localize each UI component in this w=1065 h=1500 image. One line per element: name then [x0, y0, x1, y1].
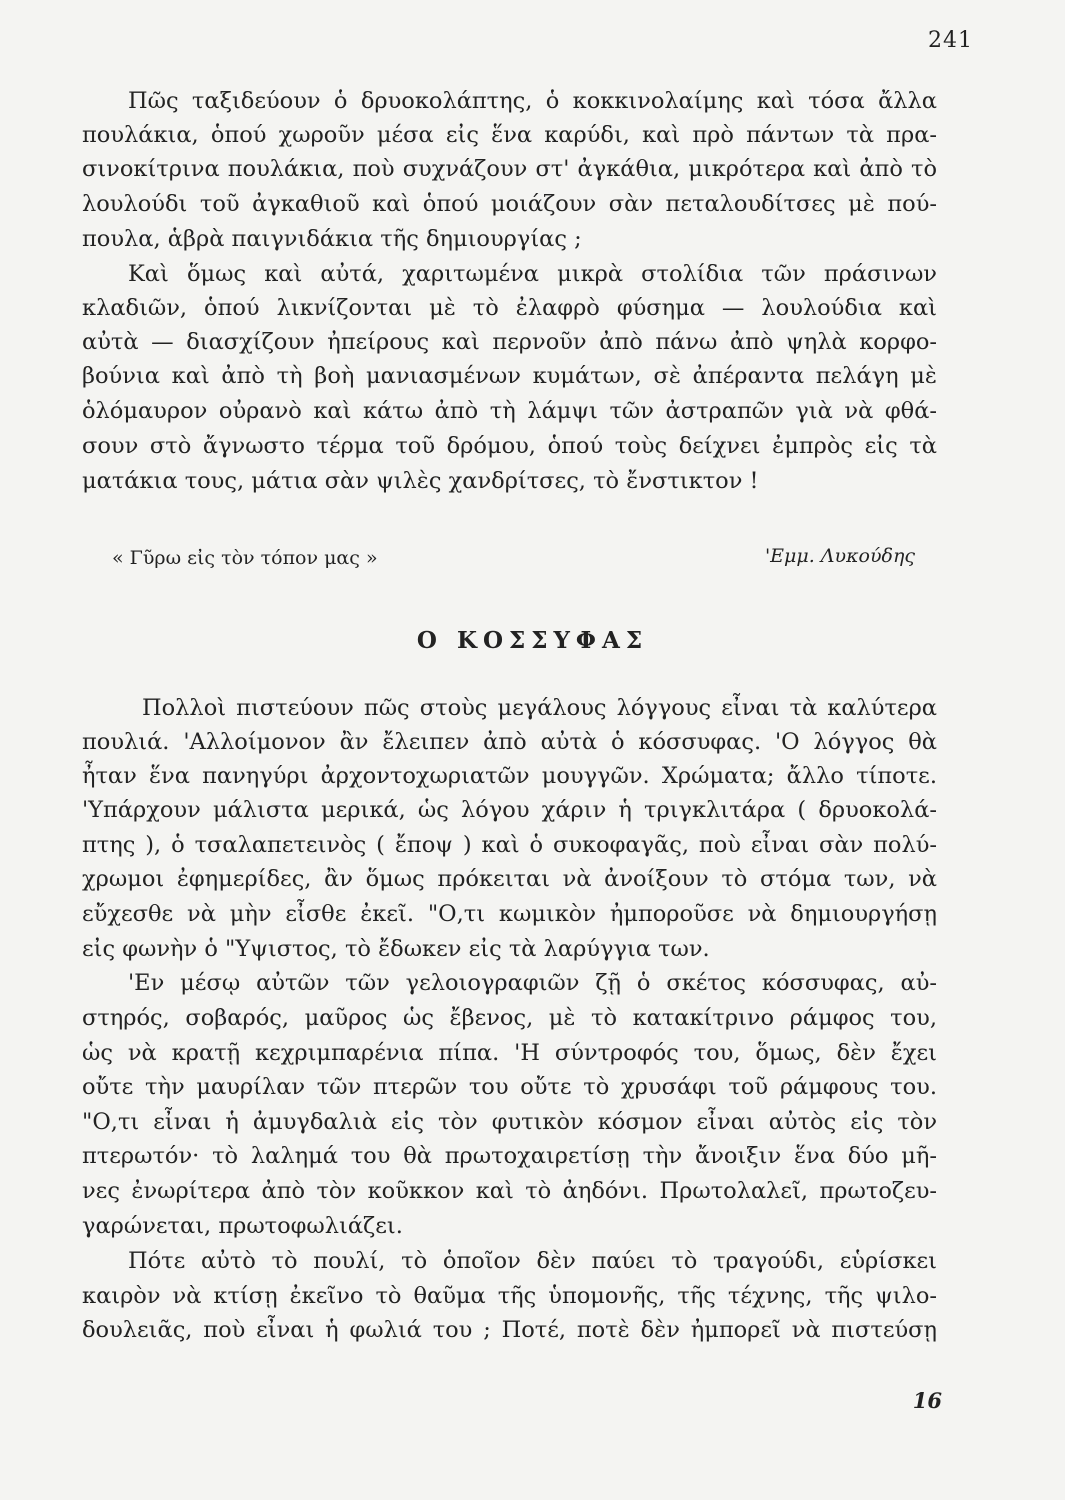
chapter-title: Ο ΚΟΣΣΥΦΑΣ: [416, 627, 649, 654]
text-line: 'Εν μέσῳ αὐτῶν τῶν γελοιογραφιῶν ζῇ ὁ σκέτος κόσσυφας, αὐ-: [128, 970, 937, 996]
signature-mark: 16: [912, 1388, 942, 1413]
text-line: 'Υπάρχουν μάλιστα μερικά, ὡς λόγου χάριν ἡ τριγκλιτάρα ( δρυοκολά-: [82, 797, 937, 823]
text-line: χρωμοι ἐφημερίδες, ἂν ὅμως πρόκειται νὰ ἀνοίξουν τὸ στόμα των, νὰ: [82, 866, 937, 892]
text-line: λουλούδι τοῦ ἀγκαθιοῦ καὶ ὁπού μοιάζουν σὰν πεταλουδίτσες μὲ πού-: [82, 191, 937, 217]
text-line: ματάκια τους, μάτια σὰν ψιλὲς χανδρίτσες, τὸ ἔνστικτον !: [82, 468, 759, 494]
text-line: πουλιά. 'Αλλοίμονον ἂν ἔλειπεν ἀπὸ αὐτὰ ὁ κόσσυφας. 'Ο λόγγος θὰ: [82, 729, 937, 755]
text-line: καιρὸν νὰ κτίσῃ ἐκεῖνο τὸ θαῦμα τῆς ὑπομονῆς, τῆς τέχνης, τῆς ψιλο-: [82, 1283, 937, 1309]
text-line: Πότε αὐτὸ τὸ πουλί, τὸ ὁποῖον δὲν παύει τὸ τραγούδι, εὑρίσκει: [128, 1248, 937, 1274]
text-line: Καὶ ὅμως καὶ αὐτά, χαριτωμένα μικρὰ στολίδια τῶν πράσινων: [128, 261, 937, 287]
text-line: βούνια καὶ ἀπὸ τὴ βοὴ μανιασμένων κυμάτων, σὲ ἀπέραντα πελάγη μὲ: [82, 363, 937, 389]
source-citation: « Γῦρω εἰς τὸν τόπον μας »: [112, 547, 378, 569]
text-line: εὔχεσθε νὰ μὴν εἶσθε ἐκεῖ. "Ο,τι κωμικὸν ἠμποροῦσε νὰ δημιουργήσῃ: [82, 901, 937, 927]
text-line: πουλα, ἁβρὰ παιγνιδάκια τῆς δημιουργίας ;: [82, 226, 582, 252]
text-line: πτερωτόν· τὸ λαλημά του θὰ πρωτοχαιρετίσῃ τὴν ἄνοιξιν ἕνα δύο μῆ-: [82, 1143, 937, 1169]
text-line: σινοκίτρινα πουλάκια, ποὺ συχνάζουν στ' ἀγκάθια, μικρότερα καὶ ἀπὸ τὸ: [82, 156, 937, 182]
text-line: ἦταν ἕνα πανηγύρι ἀρχοντοχωριατῶν μουγγῶν. Χρώματα; ἄλλο τίποτε.: [82, 763, 937, 789]
text-line: εἰς φωνὴν ὁ "Υψιστος, τὸ ἔδωκεν εἰς τὰ λαρύγγια των.: [82, 936, 710, 962]
text-line: ὁλόμαυρον οὐρανὸ καὶ κάτω ἀπὸ τὴ λάμψι τῶν ἀστραπῶν γιὰ νὰ φθά-: [82, 398, 937, 424]
page-number: 241: [928, 28, 973, 53]
text-line: Πῶς ταξιδεύουν ὁ δρυοκολάπτης, ὁ κοκκινολαίμης καὶ τόσα ἄλλα: [128, 88, 937, 114]
text-line: στηρός, σοβαρός, μαῦρος ὡς ἔβενος, μὲ τὸ κατακίτρινο ράμφος του,: [82, 1005, 937, 1031]
text-line: ὡς νὰ κρατῇ κεχριμπαρένια πίπα. 'Η σύντροφός του, ὅμως, δὲν ἔχει: [82, 1040, 937, 1066]
text-line: κλαδιῶν, ὁπού λικνίζονται μὲ τὸ ἐλαφρὸ φύσημα — λουλούδια καὶ: [82, 295, 937, 321]
text-line: Πολλοὶ πιστεύουν πῶς στοὺς μεγάλους λόγγους εἶναι τὰ καλύτερα: [142, 695, 937, 721]
text-line: πουλάκια, ὁπού χωροῦν μέσα εἰς ἕνα καρύδι, καὶ πρὸ πάντων τὰ πρα-: [82, 122, 937, 148]
text-line: "Ο,τι εἶναι ἡ ἀμυγδαλιὰ εἰς τὸν φυτικὸν κόσμον εἶναι αὐτὸς εἰς τὸν: [82, 1109, 937, 1135]
text-line: αὐτὰ — διασχίζουν ἠπείρους καὶ περνοῦν ἀπὸ πάνω ἀπὸ ψηλὰ κορφο-: [82, 329, 937, 355]
text-line: νες ἐνωρίτερα ἀπὸ τὸν κοῦκκον καὶ τὸ ἀηδόνι. Πρωτολαλεῖ, πρωτοζευ-: [82, 1178, 937, 1204]
text-line: δουλειᾶς, ποὺ εἶναι ἡ φωλιά του ; Ποτέ, ποτὲ δὲν ἠμπορεῖ νὰ πιστεύσῃ: [82, 1317, 937, 1343]
text-line: γαρώνεται, πρωτοφωλιάζει.: [82, 1213, 403, 1239]
text-line: πτης ), ὁ τσαλαπετεινὸς ( ἔποψ ) καὶ ὁ συκοφαγᾶς, ποὺ εἶναι σὰν πολύ-: [82, 832, 937, 858]
text-line: σουν στὸ ἄγνωστο τέρμα τοῦ δρόμου, ὁπού τοὺς δείχνει ἐμπρὸς εἰς τὰ: [82, 433, 937, 459]
author-name: 'Εμμ. Λυκούδης: [764, 545, 915, 567]
text-line: οὔτε τὴν μαυρίλαν τῶν πτερῶν του οὔτε τὸ χρυσάφι τοῦ ράμφους του.: [82, 1074, 937, 1100]
